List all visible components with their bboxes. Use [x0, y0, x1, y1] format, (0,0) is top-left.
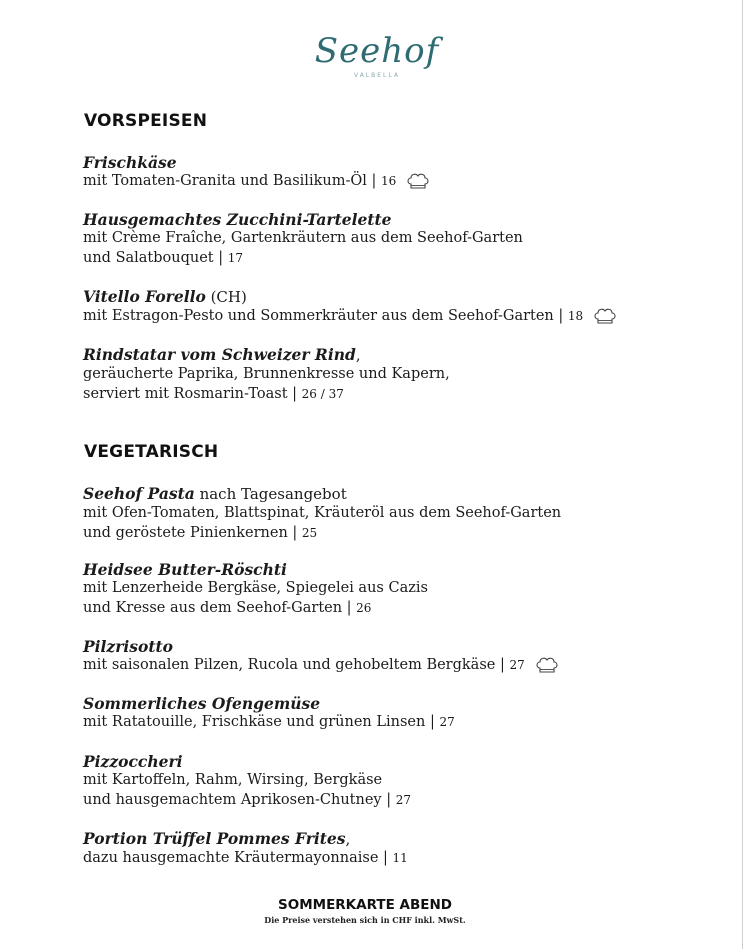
chef-hat-icon: [406, 172, 430, 190]
item-name-suffix: ,: [345, 830, 351, 848]
section-title-vegetarisch: VEGETARISCH: [84, 442, 219, 462]
item-name: Rindstatar vom Schweizer Rind: [83, 345, 356, 364]
item-description: serviert mit Rosmarin-Toast |: [83, 385, 302, 402]
menu-item: [83, 287, 683, 327]
item-name: Sommerliches Ofengemüse: [83, 694, 321, 713]
chef-hat-icon: [593, 307, 617, 325]
item-name: Heidsee Butter-Röschti: [83, 560, 287, 579]
menu-item: [83, 153, 683, 192]
menu-item: [83, 637, 683, 676]
item-name: Vitello Forello: [83, 287, 206, 306]
menu-item: [83, 210, 683, 268]
menu-item: [83, 752, 683, 810]
item-name: Pizzoccheri: [83, 752, 183, 771]
item-price: 27: [395, 792, 412, 807]
item-price: 27: [439, 715, 455, 729]
item-description: dazu hausgemachte Kräutermayonnaise |: [83, 850, 393, 866]
item-price: 26 / 37: [301, 386, 344, 401]
item-name: Pilzrisotto: [83, 637, 174, 656]
menu-item: [83, 484, 683, 543]
item-description: geräucherte Paprika, Brunnenkresse und Kapern,: [83, 366, 450, 382]
item-description: mit Lenzerheide Bergkäse, Spiegelei aus Cazis: [83, 580, 428, 596]
item-description: mit Ofen-Tomaten, Blattspinat, Kräuteröl aus dem Seehof-Garten: [83, 505, 562, 521]
item-price: 11: [392, 851, 408, 865]
item-name-suffix: nach Tagesangebot: [194, 485, 347, 503]
menu-item: [83, 694, 683, 733]
item-description: mit saisonalen Pilzen, Rucola und gehobeltem Bergkäse |: [83, 657, 510, 673]
item-price: 17: [227, 250, 244, 265]
item-description: mit Estragon-Pesto und Sommerkräuter aus dem Seehof-Garten |: [83, 308, 568, 324]
item-price: 26: [356, 600, 372, 615]
item-price: 18: [567, 309, 584, 323]
price-note: Die Preise verstehen sich in CHF inkl. MwSt.: [264, 915, 466, 925]
item-name: Seehof Pasta: [83, 484, 195, 503]
item-description: mit Kartoffeln, Rahm, Wirsing, Bergkäse: [83, 772, 383, 788]
item-description: mit Crème Fraîche, Gartenkräutern aus dem Seehof-Garten: [83, 230, 523, 246]
seehof-logo: [312, 32, 442, 88]
item-name: Hausgemachtes Zucchini-Tartelette: [83, 210, 392, 229]
section-title-vorspeisen: VORSPEISEN: [84, 111, 208, 131]
chef-hat-icon: [535, 656, 559, 674]
item-name-suffix: ,: [355, 346, 361, 364]
item-description: mit Tomaten-Granita und Basilikum-Öl |: [83, 173, 381, 189]
item-description: und Kresse aus dem Seehof-Garten |: [83, 599, 357, 616]
item-description: und geröstete Pinienkernen |: [83, 524, 302, 541]
item-price: 27: [509, 658, 525, 672]
menu-item: [83, 829, 683, 869]
item-description: und hausgemachtem Aprikosen-Chutney |: [83, 791, 396, 808]
item-price: 16: [380, 174, 397, 188]
menu-item: [83, 560, 683, 618]
item-description: mit Ratatouille, Frischkäse und grünen Linsen |: [83, 714, 440, 730]
logo-subtitle: VALBELLA: [353, 72, 400, 79]
item-name-suffix: (CH): [205, 288, 247, 306]
menu-item: [83, 345, 683, 404]
item-price: 25: [301, 525, 318, 540]
item-name: Frischkäse: [83, 153, 177, 172]
item-description: und Salatbouquet |: [83, 249, 228, 266]
item-name: Portion Trüffel Pommes Frites: [83, 829, 346, 848]
logo-name: Seehof: [314, 31, 440, 71]
menu-footer-title: SOMMERKARTE ABEND: [278, 897, 452, 913]
